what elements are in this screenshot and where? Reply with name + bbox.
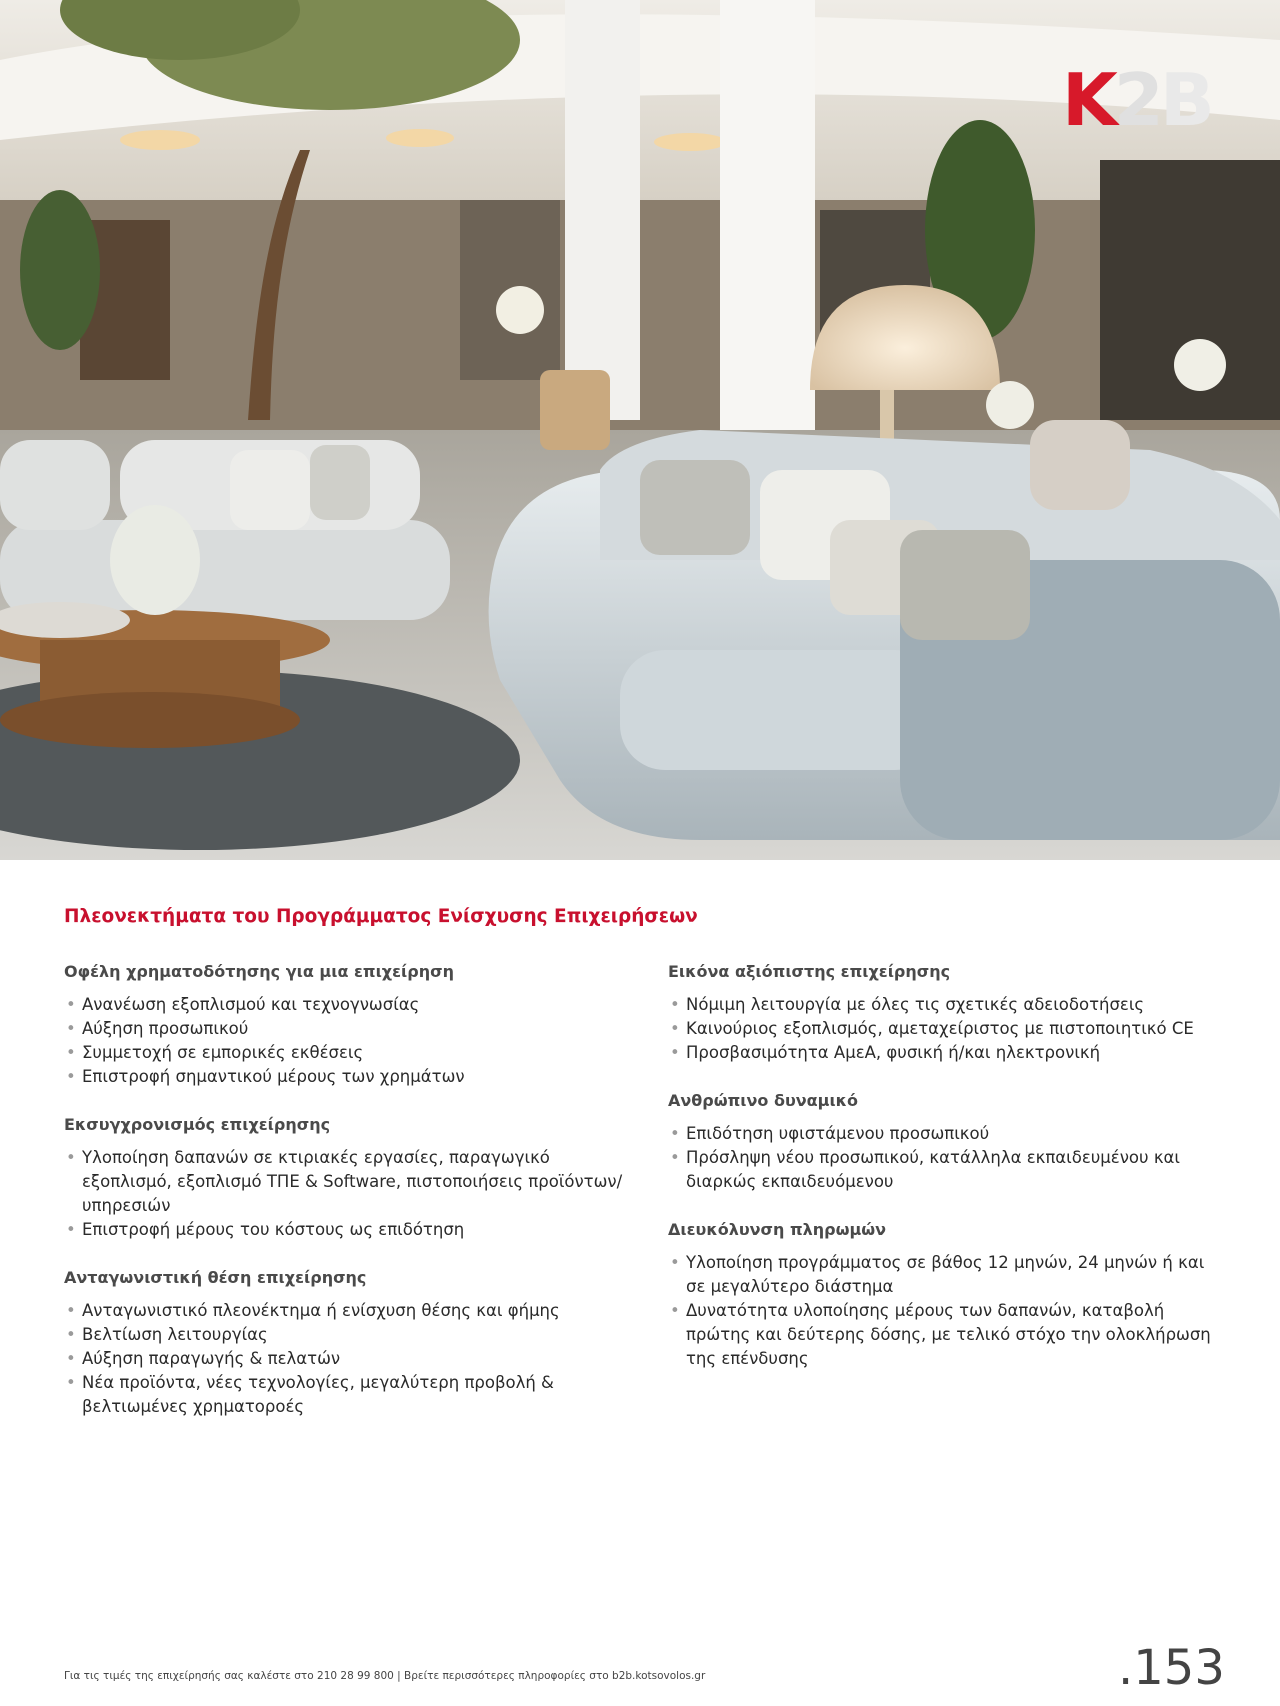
k2b-logo	[1062, 60, 1211, 140]
bullet-icon: •	[66, 995, 76, 1014]
section-modernization	[64, 1115, 644, 1242]
list-item-text: Καινούριος εξοπλισμός, αμεταχείριστος με πιστοποιητικό CE	[686, 1019, 1194, 1038]
list-item	[64, 1146, 644, 1218]
section-heading: Οφέλη χρηματοδότησης για μια επιχείρηση	[64, 962, 454, 981]
page-number: .153	[1118, 1640, 1225, 1696]
list-item	[668, 993, 1228, 1017]
list-item	[64, 1347, 644, 1371]
section-funding-benefits	[64, 962, 644, 1089]
bullet-list	[668, 1122, 1228, 1194]
bullet-list	[64, 993, 644, 1089]
bullet-icon: •	[66, 1067, 76, 1086]
list-item-text: Ανανέωση εξοπλισμού και τεχνογνωσίας	[82, 995, 420, 1014]
bullet-icon: •	[66, 1148, 76, 1167]
list-item-text: Υλοποίηση προγράμματος σε βάθος 12 μηνών, 24 μηνών ή και σε μεγαλύτερο διάστημα	[686, 1253, 1205, 1296]
list-item	[668, 1299, 1228, 1371]
list-item	[64, 1017, 644, 1041]
list-item-text: Ανταγωνιστικό πλεονέκτημα ή ενίσχυση θέσης και φήμης	[82, 1301, 560, 1320]
list-item	[64, 1299, 644, 1323]
list-item-text: Αύξηση προσωπικού	[82, 1019, 249, 1038]
logo-letter-k: K	[1062, 58, 1114, 142]
bullet-list	[668, 993, 1228, 1065]
list-item	[64, 1218, 644, 1242]
bullet-icon: •	[66, 1043, 76, 1062]
section-reliable-image	[668, 962, 1228, 1065]
list-item	[668, 1041, 1228, 1065]
list-item-text: Επιδότηση υφιστάμενου προσωπικού	[686, 1124, 990, 1143]
bullet-list	[64, 1299, 644, 1419]
list-item-text: Υλοποίηση δαπανών σε κτιριακές εργασίες, παραγωγικό εξοπλισμό, εξοπλισμό ΤΠΕ & Software, πιστοποιήσεις προϊόντων/ υπηρεσιών	[82, 1148, 623, 1215]
section-heading: Διευκόλυνση πληρωμών	[668, 1220, 887, 1239]
section-competitive-position	[64, 1268, 644, 1419]
bullet-icon: •	[66, 1373, 76, 1392]
list-item-text: Νόμιμη λειτουργία με όλες τις σχετικές αδειοδοτήσεις	[686, 995, 1145, 1014]
section-payment-facilitation	[668, 1220, 1228, 1371]
page-title: Πλεονεκτήματα του Προγράμματος Ενίσχυσης Επιχειρήσεων	[64, 906, 698, 927]
list-item	[64, 1041, 644, 1065]
bullet-icon: •	[670, 1124, 680, 1143]
list-item	[668, 1251, 1228, 1299]
section-heading: Εικόνα αξιόπιστης επιχείρησης	[668, 962, 951, 981]
section-heading: Ανταγωνιστική θέση επιχείρησης	[64, 1268, 367, 1287]
list-item	[668, 1122, 1228, 1146]
bullet-icon: •	[66, 1301, 76, 1320]
list-item	[64, 1371, 644, 1419]
list-item-text: Επιστροφή μέρους του κόστους ως επιδότηση	[82, 1220, 465, 1239]
list-item	[668, 1017, 1228, 1041]
list-item-text: Συμμετοχή σε εμπορικές εκθέσεις	[82, 1043, 364, 1062]
bullet-icon: •	[670, 1253, 680, 1272]
section-heading: Εκσυγχρονισμός επιχείρησης	[64, 1115, 331, 1134]
right-column	[668, 962, 1228, 1397]
list-item-text: Αύξηση παραγωγής & πελατών	[82, 1349, 341, 1368]
logo-digit-2: 2	[1113, 58, 1160, 142]
section-human-resources	[668, 1091, 1228, 1194]
bullet-icon: •	[66, 1349, 76, 1368]
left-column	[64, 962, 644, 1445]
list-item	[64, 993, 644, 1017]
bullet-icon: •	[66, 1325, 76, 1344]
bullet-icon: •	[670, 1148, 680, 1167]
bullet-icon: •	[670, 1019, 680, 1038]
list-item-text: Προσβασιμότητα ΑμεΑ, φυσική ή/και ηλεκτρονική	[686, 1043, 1101, 1062]
bullet-icon: •	[66, 1019, 76, 1038]
list-item-text: Νέα προϊόντα, νέες τεχνολογίες, μεγαλύτερη προβολή & βελτιωμένες χρηματοροές	[82, 1373, 554, 1416]
list-item	[64, 1323, 644, 1347]
bullet-list	[64, 1146, 644, 1242]
footer-contact-note: Για τις τιμές της επιχείρησής σας καλέστε στο 210 28 99 800 | Βρείτε περισσότερες πληροφορίες στο b2b.kotsovolos.gr	[64, 1670, 706, 1682]
list-item-text: Βελτίωση λειτουργίας	[82, 1325, 268, 1344]
list-item-text: Πρόσληψη νέου προσωπικού, κατάλληλα εκπαιδευμένου και διαρκώς εκπαιδευόμενου	[686, 1148, 1181, 1191]
section-heading: Ανθρώπινο δυναμικό	[668, 1091, 859, 1110]
list-item	[668, 1146, 1228, 1194]
list-item-text: Δυνατότητα υλοποίησης μέρους των δαπανών, καταβολή πρώτης και δεύτερης δόσης, με τελικό στόχο την ολοκλήρωση της επένδυσης	[686, 1301, 1211, 1368]
bullet-list	[668, 1251, 1228, 1371]
bullet-icon: •	[670, 1043, 680, 1062]
logo-letter-b: B	[1159, 58, 1211, 142]
list-item-text: Επιστροφή σημαντικού μέρους των χρημάτων	[82, 1067, 465, 1086]
bullet-icon: •	[670, 1301, 680, 1320]
bullet-icon: •	[66, 1220, 76, 1239]
list-item	[64, 1065, 644, 1089]
bullet-icon: •	[670, 995, 680, 1014]
